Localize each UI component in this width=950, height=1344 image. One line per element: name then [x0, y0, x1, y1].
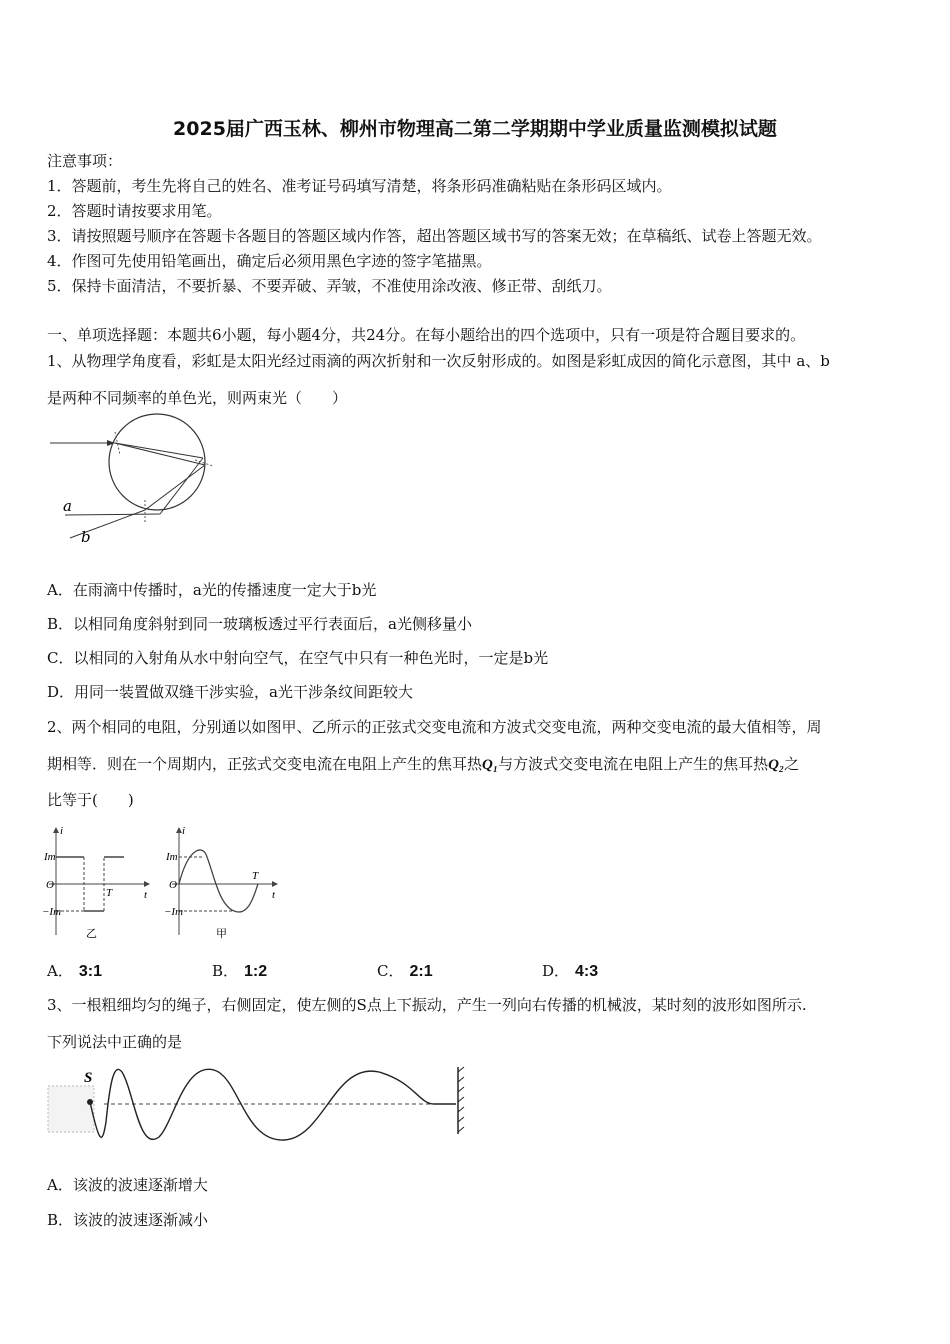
note-item: 4．作图可先使用铅笔画出，确定后必须用黑色字迹的签字笔描黑。 — [47, 252, 492, 270]
caption-yi: 乙 — [86, 928, 97, 940]
q2-stem-2: 期相等．则在一个周期内，正弦式交变电流在电阻上产生的焦耳热Q₁与方波式交变电流在电阻上产生的焦耳热Q₂之 — [47, 755, 800, 773]
q3-stem: 3、一根粗细均匀的绳子，右侧固定，使左侧的S点上下振动，产生一列向右传播的机械波，某时刻的波形如图所示. — [47, 996, 807, 1014]
q1-option-b[interactable]: B．以相同角度斜射到同一玻璃板透过平行表面后，a光侧移量小 — [47, 615, 472, 633]
notes-heading: 注意事项： — [47, 152, 123, 170]
label-s: S — [84, 1070, 93, 1086]
rainbow-raindrop-diagram — [45, 410, 220, 550]
note-item: 3．请按照题号顺序在答题卡各题目的答题区域内作答，超出答题区域书写的答案无效；在草稿纸、试卷上答题无效。 — [47, 227, 822, 245]
note-item: 5．保持卡面清洁，不要折暴、不要弄破、弄皱，不准使用涂改液、修正带、刮纸刀。 — [47, 277, 612, 295]
svg-text:Im: Im — [44, 851, 56, 863]
q2-option-b[interactable]: B． 1:2 — [212, 962, 268, 980]
q3-option-a[interactable]: A．该波的波速逐渐增大 — [47, 1176, 208, 1194]
svg-text:O: O — [46, 879, 54, 891]
svg-text:t: t — [272, 889, 276, 901]
svg-text:−Im: −Im — [164, 906, 184, 918]
current-graphs — [44, 825, 284, 945]
q1-option-d[interactable]: D．用同一装置做双缝干涉实验，a光干涉条纹间距较大 — [47, 683, 413, 701]
caption-jia: 甲 — [216, 928, 227, 940]
q1-option-a[interactable]: A．在雨滴中传播时，a光的传播速度一定大于b光 — [47, 581, 377, 599]
q2-option-a[interactable]: A． 3:1 — [47, 962, 102, 980]
q1-stem-2: 是两种不同频率的单色光，则两束光（ ） — [47, 389, 348, 407]
svg-text:O: O — [169, 879, 177, 891]
note-item: 1．答题前，考生先将自己的姓名、准考证号码填写清楚，将条形码准确粘贴在条形码区域内。 — [47, 177, 672, 195]
svg-text:t: t — [144, 889, 148, 901]
q2-stem: 2、两个相同的电阻，分别通以如图甲、乙所示的正弦式交变电流和方波式交变电流，两种交变电流的最大值相等，周 — [47, 718, 822, 736]
svg-text:i: i — [182, 825, 186, 837]
rope-wave-diagram — [44, 1062, 469, 1147]
q2-stem-3: 比等于( ) — [47, 791, 134, 809]
section-heading: 一、单项选择题：本题共6小题，每小题4分，共24分。在每小题给出的四个选项中，只有一项是符合题目要求的。 — [47, 326, 806, 344]
note-item: 2．答题时请按要求用笔。 — [47, 202, 222, 220]
label-b: b — [81, 528, 91, 546]
svg-text:T: T — [106, 887, 113, 899]
q2-option-d[interactable]: D． 4:3 — [542, 962, 599, 980]
svg-text:i: i — [60, 825, 64, 837]
q3-stem-2: 下列说法中正确的是 — [47, 1033, 183, 1051]
label-a: a — [63, 497, 72, 515]
svg-text:Im: Im — [166, 851, 178, 863]
q2-option-c[interactable]: C． 2:1 — [377, 962, 433, 980]
svg-text:−Im: −Im — [42, 906, 62, 918]
svg-text:T: T — [252, 870, 259, 882]
q1-option-c[interactable]: C．以相同的入射角从水中射向空气，在空气中只有一种色光时，一定是b光 — [47, 649, 549, 667]
page-title: 2025届广西玉林、柳州市物理高二第二学期期中学业质量监测模拟试题 — [173, 118, 777, 140]
q1-stem: 1、从物理学角度看，彩虹是太阳光经过雨滴的两次折射和一次反射形成的。如图是彩虹成因的简化示意图，其中 a、b — [47, 352, 830, 370]
q3-option-b[interactable]: B．该波的波速逐渐减小 — [47, 1211, 209, 1229]
